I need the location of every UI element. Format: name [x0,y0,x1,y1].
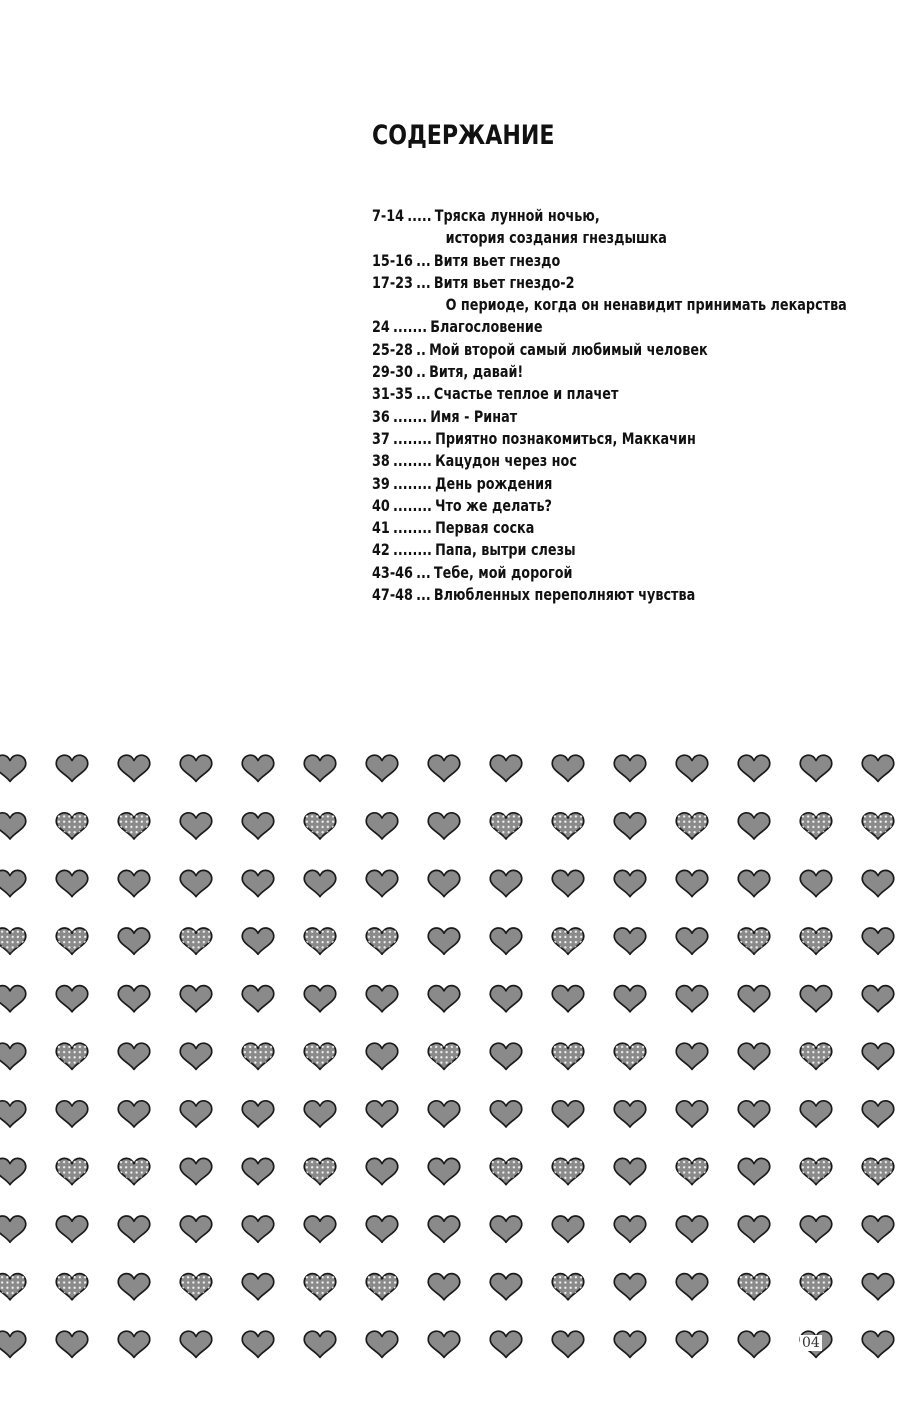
heart-icon [614,870,646,896]
heart-icon [490,755,522,781]
heart-icon [614,1101,646,1127]
heart-icon [428,1101,460,1127]
heart-icon [738,755,770,781]
toc-entry [372,361,847,383]
toc-leader-dots: .. [416,339,426,359]
heart-icon [428,870,460,896]
heart-icon [862,755,894,781]
heart-icon [490,986,522,1012]
heart-icon [242,928,274,954]
heart-icon [428,1274,460,1300]
heart-icon [676,1158,708,1184]
toc-page-range: 47-48 [372,585,413,605]
toc-page-range: 37 [372,428,390,448]
page-number: 04 [802,1335,820,1351]
heart-icon [304,1331,336,1357]
toc-entry-title: Влюбленных переполняют чувства [433,585,696,605]
heart-icon [614,1216,646,1242]
toc-entry-continuation: О периоде, когда он ненавидит принимать лекарства [445,295,847,315]
heart-icon [614,755,646,781]
heart-icon [304,813,336,839]
heart-icon [552,870,584,896]
heart-icon [862,928,894,954]
heart-icon [366,928,398,954]
heart-icon [304,870,336,896]
toc-entry [372,495,847,517]
heart-icon [428,813,460,839]
heart-icon [180,1043,212,1069]
heart-icon [490,1043,522,1069]
heart-icon [552,1331,584,1357]
toc-leader-dots: ... [416,272,431,292]
heart-icon [428,1331,460,1357]
toc-entry-title: Счастье теплое и плачет [433,384,619,404]
heart-icon [614,986,646,1012]
heart-icon [242,1274,274,1300]
toc-entry [372,428,847,450]
heart-icon [118,986,150,1012]
heart-icon [118,870,150,896]
heart-icon [118,1216,150,1242]
heart-icon [180,870,212,896]
toc-entry [372,205,847,227]
toc-entry [372,562,847,584]
heart-icon [180,1216,212,1242]
heart-icon [676,1216,708,1242]
toc-page-range: 39 [372,473,390,493]
heart-icon [118,1274,150,1300]
heart-icon [738,986,770,1012]
heart-icon [0,1043,26,1069]
heart-icon [738,870,770,896]
toc-entry [372,517,847,539]
heart-icon [676,1274,708,1300]
heart-icon [552,1101,584,1127]
heart-icon [118,928,150,954]
toc-leader-dots: ........ [393,495,432,515]
toc-entry [372,473,847,495]
heart-icon [366,1158,398,1184]
heart-icon [366,1101,398,1127]
heart-icon [56,986,88,1012]
heart-icon [738,1274,770,1300]
heart-icon [676,1043,708,1069]
heart-icon [304,1274,336,1300]
heart-icon [0,1216,26,1242]
heart-icon [800,986,832,1012]
toc-entry-title: День рождения [435,473,553,493]
toc-entry-title: Первая соска [435,518,535,538]
heart-icon [738,1043,770,1069]
toc-page-range: 40 [372,495,390,515]
heart-icon [366,1274,398,1300]
heart-icon [738,1331,770,1357]
toc-leader-dots: ... [416,250,431,270]
heart-icon [304,986,336,1012]
heart-icon [180,755,212,781]
heart-icon [862,1216,894,1242]
toc-entry-title: Благословение [430,317,543,337]
heart-icon [304,1216,336,1242]
heart-icon [366,755,398,781]
heart-icon [242,755,274,781]
heart-icon [242,1158,274,1184]
heart-icon [800,1274,832,1300]
toc-entry-title: Что же делать? [435,495,552,515]
heart-icon [676,813,708,839]
heart-icon [304,1101,336,1127]
heart-icon [862,870,894,896]
toc-entry-continuation: история создания гнездышка [445,228,667,248]
toc-entry [372,539,847,561]
heart-icon [428,1216,460,1242]
heart-icon [56,755,88,781]
heart-icon [0,928,26,954]
heart-icon [180,928,212,954]
toc-page-range: 41 [372,518,390,538]
heart-icon [366,986,398,1012]
heart-icon [800,1101,832,1127]
heart-icon [366,1331,398,1357]
heart-icon [56,1216,88,1242]
heart-icon [0,1101,26,1127]
heart-icon [614,1331,646,1357]
toc-entry [372,250,847,272]
heart-icon [242,1043,274,1069]
heart-icon [676,1331,708,1357]
heart-icon [118,1043,150,1069]
heart-icon [676,986,708,1012]
toc-entry [372,383,847,405]
heart-icon [862,1043,894,1069]
heart-icon [676,928,708,954]
heart-icon [862,986,894,1012]
heart-pattern [0,740,900,1416]
heart-icon [0,986,26,1012]
heart-icon [862,1274,894,1300]
toc-entry-title: Приятно познакомиться, Маккачин [435,428,696,448]
page-title: СОДЕРЖАНИЕ [372,120,555,151]
heart-icon [242,870,274,896]
heart-icon [552,1274,584,1300]
heart-icon [180,1331,212,1357]
toc-page-range: 24 [372,317,390,337]
heart-icon [552,986,584,1012]
heart-icon [118,1101,150,1127]
heart-icon [614,1043,646,1069]
toc-leader-dots: ... [416,384,431,404]
heart-icon [0,1331,26,1357]
heart-icon [800,1216,832,1242]
heart-icon [862,1158,894,1184]
toc-entry-title: Папа, вытри слезы [435,540,576,560]
toc-page-range: 15-16 [372,250,413,270]
heart-icon [676,1101,708,1127]
toc-leader-dots: ... [416,585,431,605]
heart-icon [490,1101,522,1127]
heart-icon [118,1331,150,1357]
toc-entry [372,272,847,294]
heart-icon [614,1158,646,1184]
heart-icon [490,928,522,954]
heart-icon [800,1158,832,1184]
heart-icon [552,928,584,954]
toc-page-range: 29-30 [372,362,413,382]
heart-icon [118,755,150,781]
heart-icon [56,1101,88,1127]
toc-leader-dots: ... [416,562,431,582]
toc-leader-dots: ....... [393,406,428,426]
heart-icon [738,813,770,839]
toc-entry [372,339,847,361]
toc-leader-dots: ........ [393,540,432,560]
heart-icon [552,755,584,781]
heart-icon [800,755,832,781]
toc-page-range: 25-28 [372,339,413,359]
toc-entry-title: Мой второй самый любимый человек [429,339,708,359]
heart-icon [180,1101,212,1127]
heart-icon [862,1101,894,1127]
heart-icon [0,755,26,781]
toc-entry-title: Тряска лунной ночью, [434,206,600,225]
toc-page-range: 43-46 [372,562,413,582]
heart-icon [366,1216,398,1242]
heart-icon [56,928,88,954]
toc-entry-title: Витя вьет гнездо-2 [433,272,575,292]
toc-entry-title: Витя, давай! [429,362,524,382]
heart-icon [118,813,150,839]
heart-icon [490,1274,522,1300]
heart-icon [800,813,832,839]
heart-icon [738,928,770,954]
heart-icon [676,755,708,781]
toc-page-range: 17-23 [372,272,413,292]
heart-icon [614,813,646,839]
heart-icon [490,1158,522,1184]
heart-icon [614,928,646,954]
heart-icon [56,1331,88,1357]
heart-icon [428,1158,460,1184]
heart-icon [180,986,212,1012]
heart-icon [0,1274,26,1300]
heart-icon [56,1043,88,1069]
toc-leader-dots: ..... [407,206,432,225]
heart-icon [552,1158,584,1184]
heart-icon [0,870,26,896]
toc-leader-dots: ....... [393,317,428,337]
heart-icon [56,813,88,839]
heart-icon [180,813,212,839]
heart-icon [366,813,398,839]
heart-icon [56,870,88,896]
toc-leader-dots: .. [416,362,426,382]
heart-icon [490,1331,522,1357]
heart-icon [428,1043,460,1069]
heart-icon [304,928,336,954]
toc-entry-title: Кацудон через нос [435,451,577,471]
toc-entry [372,316,847,338]
heart-icon [862,813,894,839]
heart-icon [304,1043,336,1069]
heart-icon [862,1331,894,1357]
toc-page-range: 38 [372,451,390,471]
heart-icon [614,1274,646,1300]
toc-page-range: 36 [372,406,390,426]
heart-icon [552,813,584,839]
heart-icon [242,1216,274,1242]
heart-icon [242,813,274,839]
toc-page-range: 42 [372,540,390,560]
toc-leader-dots: ........ [393,428,432,448]
toc-entry-title: Витя вьет гнездо [433,250,561,270]
heart-icon [242,1331,274,1357]
heart-icon [180,1274,212,1300]
heart-icon [0,1158,26,1184]
heart-icon [304,1158,336,1184]
heart-icon [428,755,460,781]
heart-icon [304,755,336,781]
toc-entry-title: Тебе, мой дорогой [433,562,573,582]
toc-entry-title: Имя - Ринат [430,406,518,426]
heart-icon [56,1158,88,1184]
heart-icon [428,928,460,954]
heart-icon [56,1274,88,1300]
heart-icon [738,1101,770,1127]
heart-icon [800,870,832,896]
heart-icon [0,813,26,839]
heart-icon [366,870,398,896]
toc-leader-dots: ........ [393,451,432,471]
heart-icon [242,1101,274,1127]
heart-icon [428,986,460,1012]
heart-icon [800,1043,832,1069]
toc-leader-dots: ........ [393,473,432,493]
heart-icon [118,1158,150,1184]
toc-leader-dots: ........ [393,518,432,538]
heart-icon [242,986,274,1012]
toc-entry [372,584,847,606]
toc-page-range: 7-14 [372,206,405,225]
heart-icon [738,1216,770,1242]
toc-entry [372,406,847,428]
heart-icon [676,870,708,896]
heart-icon [180,1158,212,1184]
table-of-contents [372,205,900,606]
heart-icon [552,1216,584,1242]
toc-entry [372,450,847,472]
heart-icon [490,870,522,896]
heart-icon [366,1043,398,1069]
heart-icon [490,1216,522,1242]
heart-icon [552,1043,584,1069]
heart-icon [738,1158,770,1184]
heart-icon [490,813,522,839]
heart-icon [800,928,832,954]
toc-page-range: 31-35 [372,384,413,404]
